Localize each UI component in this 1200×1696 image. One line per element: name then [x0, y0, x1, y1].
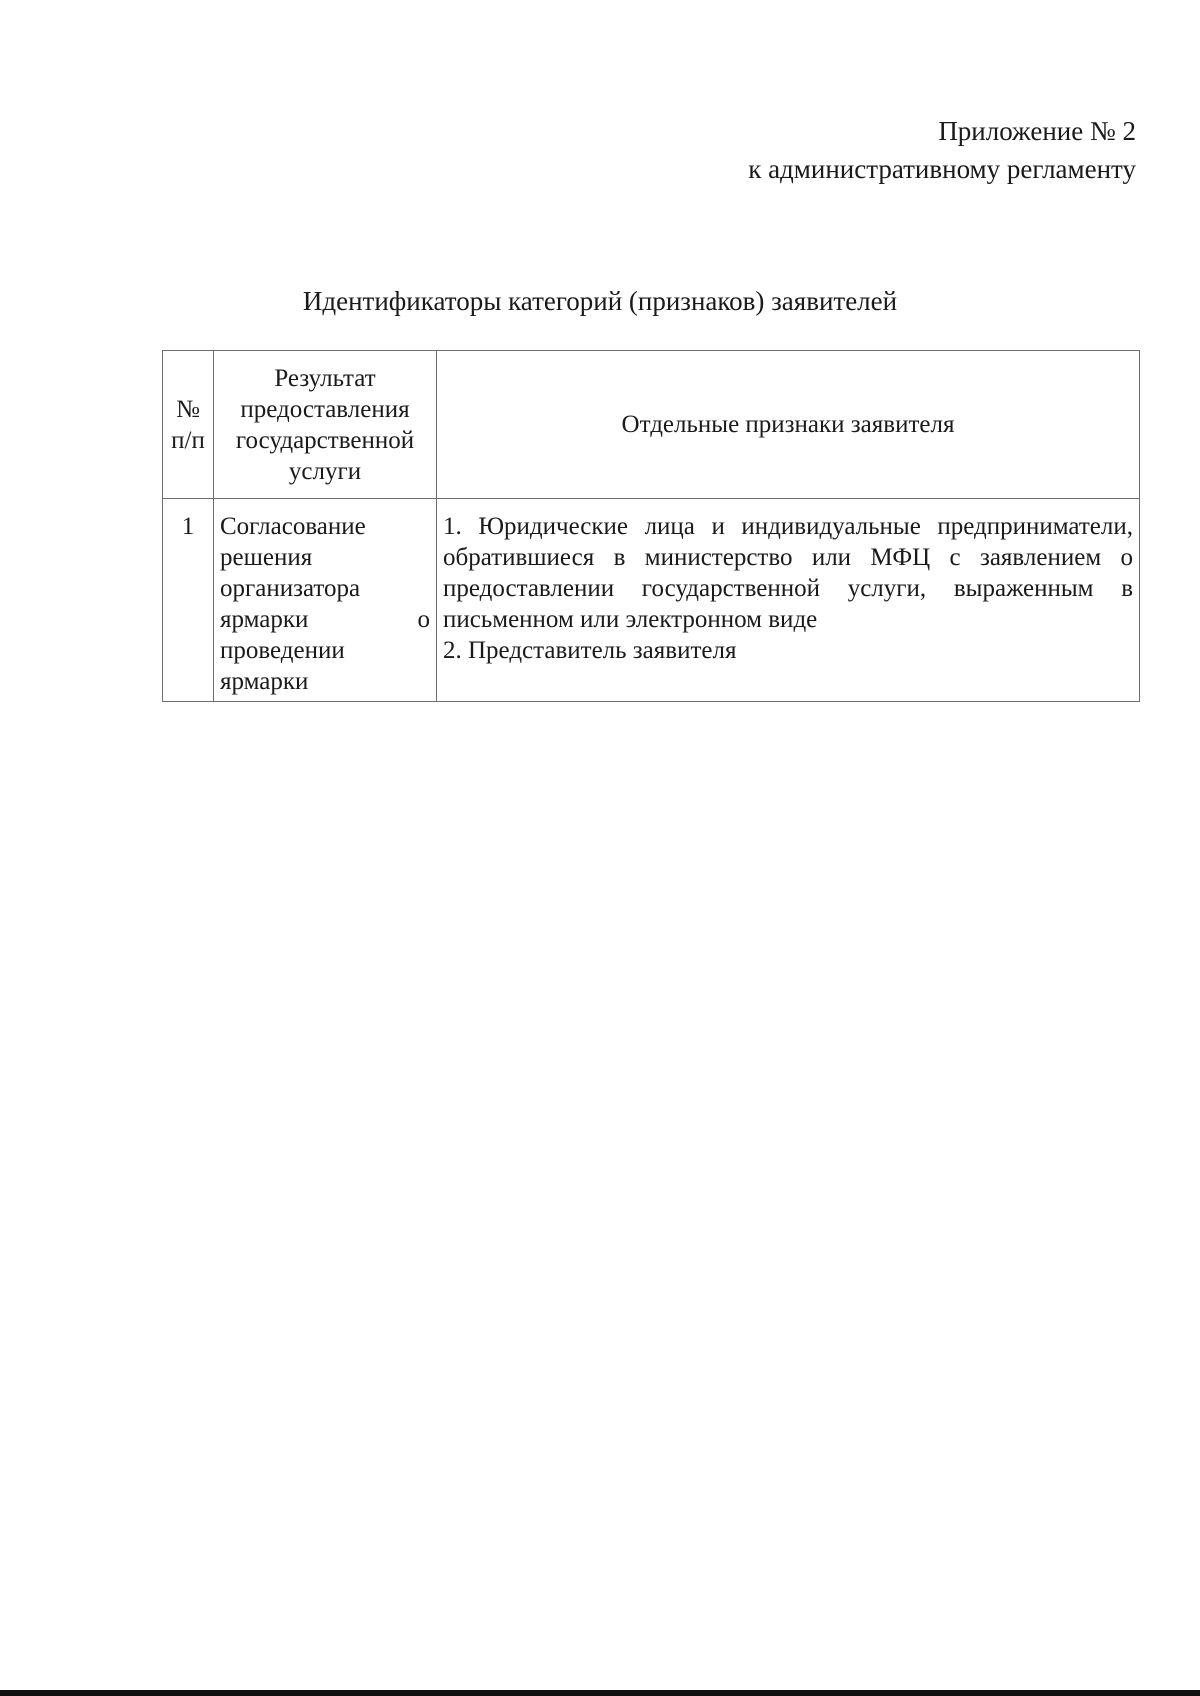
appendix-number: Приложение № 2	[938, 116, 1136, 146]
feature-item: 1. Юридические лица и индивидуальные предприниматели, обратившиеся в министерство или МФЦ с заявлением о предоставлении государственной услуги, выраженным в письменном или электронном виде	[443, 513, 1133, 633]
column-header-result: Результат предоставления государственной услуги	[214, 351, 437, 499]
feature-item: 2. Представитель заявителя	[443, 637, 737, 664]
appendix-reference: к административному регламенту	[748, 154, 1136, 184]
table-row	[163, 499, 1140, 702]
column-header-number: № п/п	[163, 351, 214, 499]
document-title: Идентификаторы категорий (признаков) заявителей	[302, 286, 898, 316]
row-features-cell	[437, 499, 1140, 702]
page-bottom-edge	[0, 1690, 1200, 1696]
applicant-categories-table	[162, 350, 1140, 702]
appendix-header	[748, 112, 1136, 188]
row-number-cell: 1	[163, 499, 214, 702]
row-result-cell: Согласование решения организатора ярмарки о проведении ярмарки	[214, 499, 437, 702]
table-header-row	[163, 351, 1140, 499]
column-header-features: Отдельные признаки заявителя	[437, 351, 1140, 499]
